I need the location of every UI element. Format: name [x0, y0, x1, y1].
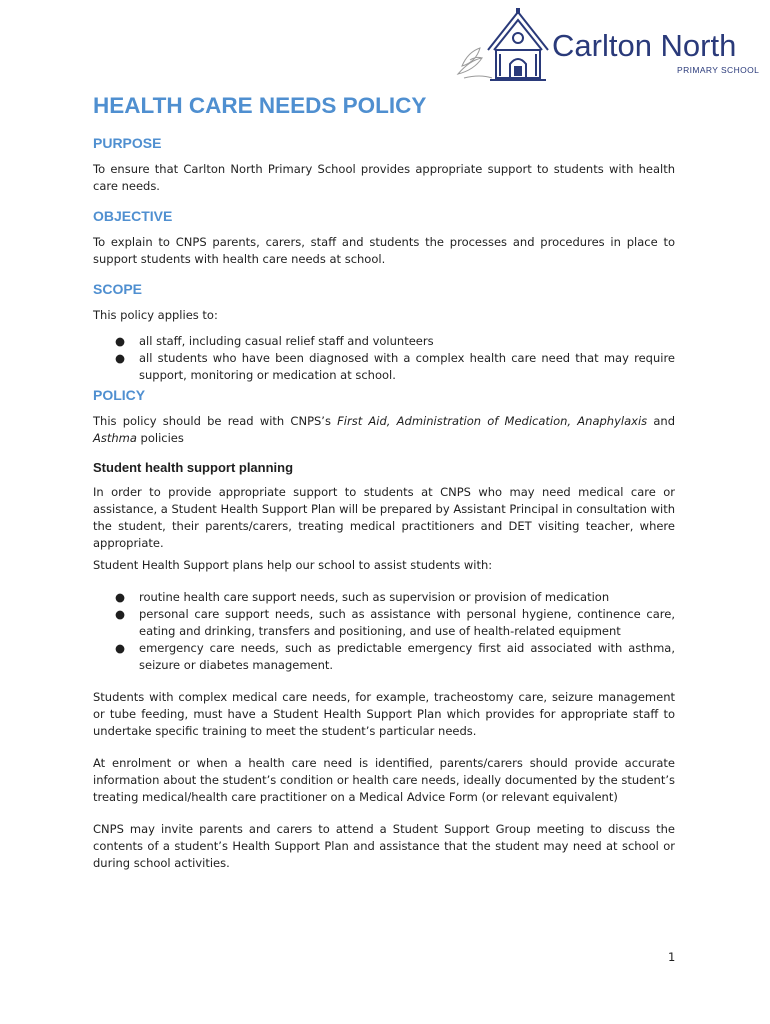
bullet-icon: ● [115, 607, 126, 621]
planning-paragraph-3: Students with complex medical care needs, for example, tracheostomy care, seizure management or tube feeding, must have a Student Health Support Plan which provides for appropriate staff to undertake specific training to meet the student’s particular needs. [93, 690, 675, 738]
planning-paragraph-4: At enrolment or when a health care need is identified, parents/carers should provide accurate information about the student’s condition or health care needs, ideally documented by the student’s treating medical/health care practitioner on a Medical Advice Form (or relevant equivalent) [93, 756, 675, 804]
planning-paragraph-5: CNPS may invite parents and carers to attend a Student Support Group meeting to discuss the contents of a student’s Health Support Plan and assistance that the student may need at school or during school activities. [93, 822, 675, 870]
planning-paragraph-2: Student Health Support plans help our school to assist students with: [93, 558, 493, 572]
school-building-emblem-icon [452, 8, 552, 86]
bullet-icon: ● [115, 590, 126, 604]
logo-subtitle: PRIMARY SCHOOL [677, 65, 760, 75]
bullet-icon: ● [115, 351, 126, 365]
heading-purpose: PURPOSE [93, 135, 162, 151]
list-item: ● routine health care support needs, such as supervision or provision of medication [115, 590, 610, 604]
bullet-icon: ● [115, 334, 126, 348]
heading-scope: SCOPE [93, 281, 143, 297]
objective-text: To explain to CNPS parents, carers, staff and students the processes and procedures in place to support students with health care needs at school. [93, 235, 675, 266]
policy-document [93, 90, 675, 872]
scope-list [93, 333, 675, 384]
planning-paragraph-1: In order to provide appropriate support to students at CNPS who may need medical care or assistance, a Student Health Support Plan will be prepared by Assistant Principal in consultation with the student, their parents/carers, treating medical practitioners and DET visiting teacher, where appropriate. [93, 485, 675, 550]
heading-objective: OBJECTIVE [93, 208, 173, 224]
scope-intro: This policy applies to: [93, 308, 218, 322]
heading-student-health-support-planning: Student health support planning [93, 460, 294, 475]
policy-text: This policy should be read with CNPS’s First Aid, Administration of Medication, Anaphylaxis and Asthma policies [93, 414, 675, 445]
page-title: HEALTH CARE NEEDS POLICY [93, 93, 427, 118]
support-needs-list [93, 589, 675, 674]
logo-school-name: Carlton North [552, 28, 737, 63]
school-logo [452, 8, 762, 86]
list-item: ● all staff, including casual relief staff and volunteers [115, 334, 434, 348]
page-number: 1 [668, 950, 676, 964]
bullet-icon: ● [115, 641, 126, 655]
heading-policy: POLICY [93, 387, 146, 403]
list-item: ● all students who have been diagnosed with a complex health care need that may require support, monitoring or medication at school. [115, 351, 675, 382]
list-item: ● personal care support needs, such as assistance with personal hygiene, continence care, eating and drinking, transfers and positioning, and use of health-related equipment [115, 607, 675, 638]
list-item: ● emergency care needs, such as predictable emergency first aid associated with asthma, seizure or diabetes management. [115, 641, 675, 672]
purpose-text: To ensure that Carlton North Primary School provides appropriate support to students with health care needs. [93, 162, 675, 193]
